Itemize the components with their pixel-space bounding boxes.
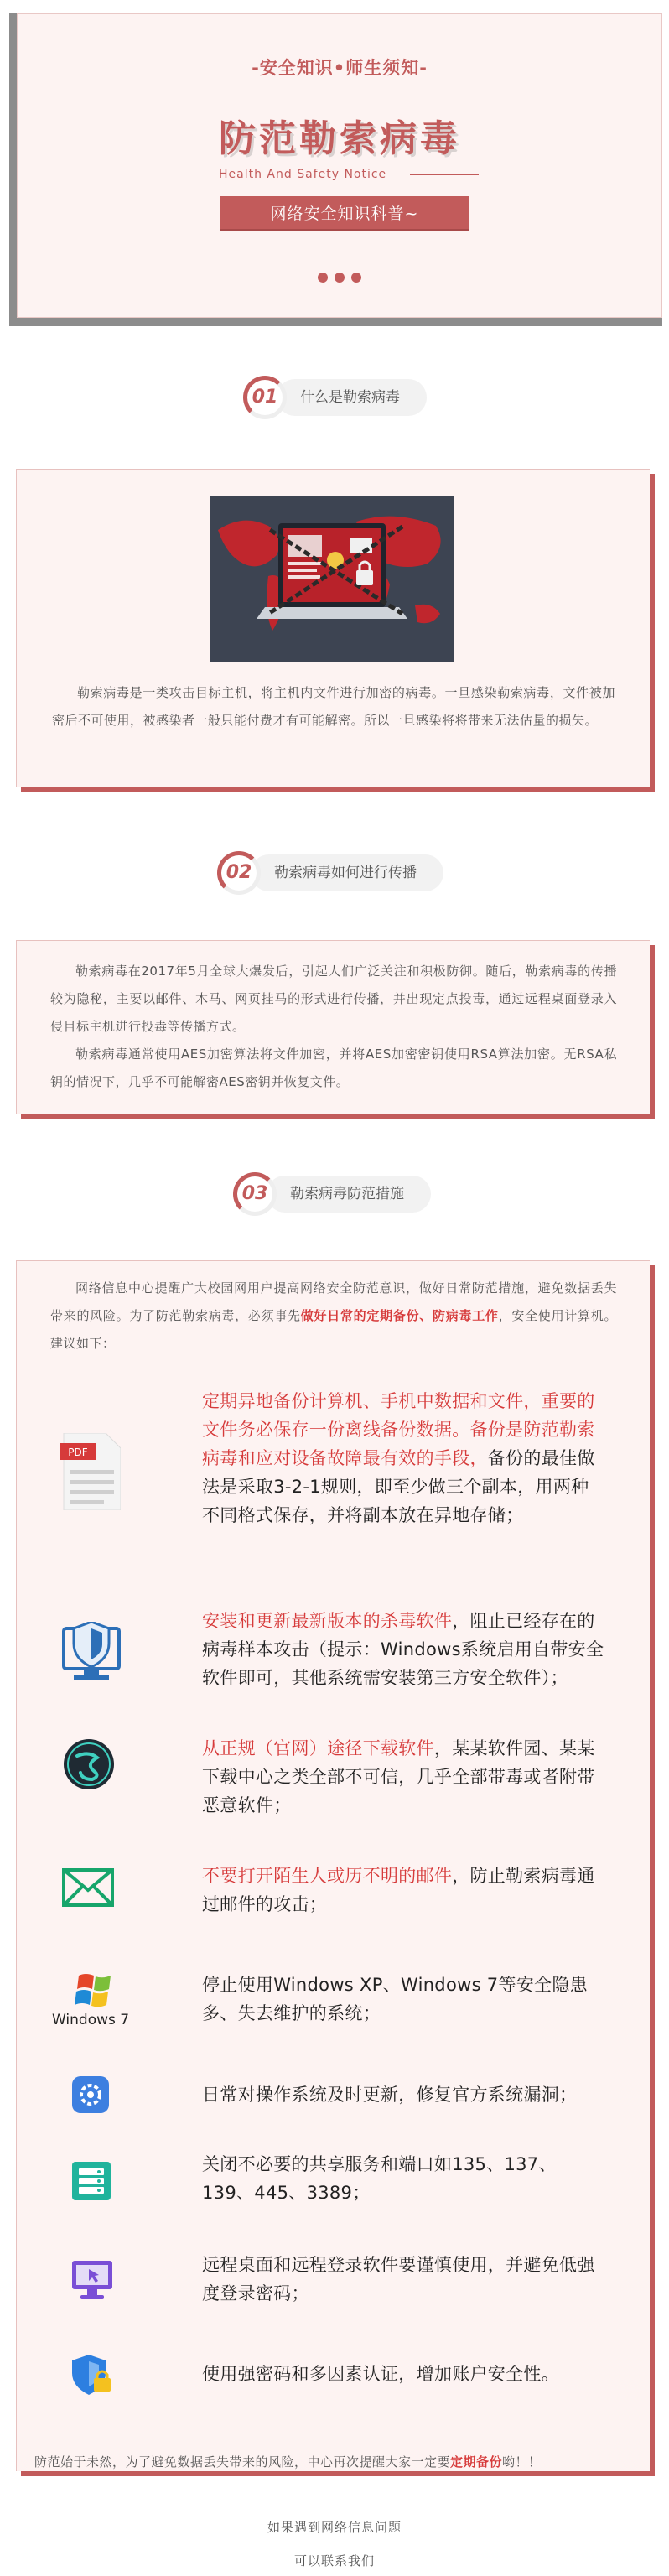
section2-paragraph-2: 勒索病毒通常使用AES加密算法将文件加密，并将AES加密密钥使用RSA算法加密。无RSA私钥的情况下，几乎不可能解密AES密钥并恢复文件。 xyxy=(50,1046,617,1089)
measure-text xyxy=(202,2150,604,2207)
measure-body: 停止使用Windows XP、Windows 7等安全隐患多、失去维护的系统； xyxy=(202,1975,588,2023)
ransomware-illustration xyxy=(210,496,454,662)
measure-body: ，阻止已经存在的病毒样本攻击（提示：Windows系统启用自带安全软件即可，其他系统需安装第三方安全软件）； xyxy=(202,1611,604,1688)
footer-text: 哟！！ xyxy=(502,2454,542,2470)
measure-highlight: 定期异地备份计算机、手机中数据和文件，重要的文件务必保存一份离线备份数据。备份是防范勒索病毒和应对设备故障最有效的手段， xyxy=(202,1391,595,1468)
svg-text:Windows 7: Windows 7 xyxy=(52,2012,130,2028)
section-title: 勒索病毒如何进行传播 xyxy=(251,854,443,891)
section-card-01 xyxy=(16,469,650,787)
footer-line-2: 可以联系我们 xyxy=(293,2553,375,2568)
intro-highlight: 做好日常的定期备份、防病毒工作 xyxy=(300,1308,499,1323)
settings-gear-icon xyxy=(70,2075,131,2115)
footer-paragraph xyxy=(9,2447,660,2477)
intro-text: ，安全使用计算机。建议如下： xyxy=(50,1308,617,1351)
measure-body: 使用强密码和多因素认证，增加账户安全性。 xyxy=(202,2364,559,2384)
measure-text xyxy=(202,1734,604,1820)
page-title: 防范勒索病毒 xyxy=(219,117,460,160)
shield-monitor-icon xyxy=(60,1622,121,1685)
measure-text xyxy=(202,2251,604,2308)
intro-text: 网络信息中心提醒广大校园网用户提高网络安全防范意识，做好日常防范措施，避免数据丢失带来的风险。为了防范勒索病毒，必须事先 xyxy=(50,1280,617,1323)
measure-body: 备份的最佳做法是采取3-2-1规则，即至少做三个副本，用两种不同格式保存，并将副本放在异地存储； xyxy=(202,1448,595,1525)
section-card-02 xyxy=(16,940,650,1114)
header-banner: 网络安全知识科普~ xyxy=(220,196,469,231)
measure-body: 远程桌面和远程登录软件要谨慎使用，并避免低强度登录密码； xyxy=(202,2255,595,2303)
footer-text: 防范始于未然，为了避免数据丢失带来的风险，中心再次提醒大家一定要 xyxy=(34,2454,451,2470)
pdf-file-icon xyxy=(60,1433,121,1510)
section-number: 03 xyxy=(241,1183,268,1204)
measure-text xyxy=(202,1607,604,1692)
measure-text xyxy=(202,2080,604,2109)
measure-body: ，防止勒索病毒通过邮件的攻击； xyxy=(202,1866,595,1914)
header-subtitle-line xyxy=(410,174,479,175)
section2-paragraph-1: 勒索病毒在2017年5月全球大爆发后，引起人们广泛关注和积极防御。随后，勒索病毒的传播较为隐秘，主要以邮件、木马、网页挂马的形式进行传播，并出现定点投毒，通过远程桌面登录入侵目标主机进行投毒等传播方式。 xyxy=(50,963,617,1034)
measure-text xyxy=(202,1971,604,2028)
measure-body: ，某某软件园、某某下载中心之类全部不可信，几乎全部带毒或者附带恶意软件； xyxy=(202,1738,595,1815)
measure-body: 日常对操作系统及时更新，修复官方系统漏洞； xyxy=(202,2085,578,2105)
lock-shield-icon xyxy=(70,2353,131,2397)
section-title: 什么是勒索病毒 xyxy=(277,379,427,416)
section3-intro xyxy=(50,1275,617,1358)
section-card-03 xyxy=(16,1260,650,2471)
measure-highlight: 不要打开陌生人或历不明的邮件 xyxy=(202,1866,453,1886)
measure-text xyxy=(202,1387,604,1530)
measure-body: 关闭不必要的共享服务和端口如135、137、139、445、3389； xyxy=(202,2154,557,2203)
section-number: 01 xyxy=(252,387,278,408)
header-subtitle: Health And Safety Notice xyxy=(219,168,387,181)
footer-highlight: 定期备份 xyxy=(450,2454,503,2470)
svg-text:PDF: PDF xyxy=(68,1446,88,1458)
measure-highlight: 从正规（官网）途径下载软件 xyxy=(202,1738,434,1758)
measure-text xyxy=(202,2360,604,2388)
section-number: 02 xyxy=(226,862,252,883)
header-dots xyxy=(18,270,661,286)
windows7-logo-icon xyxy=(50,1971,143,2029)
measure-text xyxy=(202,1862,604,1919)
remote-desktop-icon xyxy=(70,2259,131,2301)
ransomware-laptop-icon xyxy=(210,496,454,662)
download-source-icon xyxy=(60,1736,121,1793)
server-icon xyxy=(70,2160,131,2202)
measure-highlight: 安装和更新最新版本的杀毒软件 xyxy=(202,1611,453,1631)
mail-icon xyxy=(60,1865,121,1915)
footer-line-1: 如果遇到网络信息问题 xyxy=(267,2520,402,2535)
header xyxy=(9,13,662,326)
section1-paragraph: 勒索病毒是一类攻击目标主机，将主机内文件进行加密的病毒。一旦感染勒索病毒，文件被加密后不可使用，被感染者一般只能付费才有可能解密。所以一旦感染将将带来无法估量的损失。 xyxy=(52,685,615,728)
header-card xyxy=(17,13,662,318)
section-title: 勒索病毒防范措施 xyxy=(267,1176,431,1213)
header-tag: -安全知识•师生须知- xyxy=(252,58,428,78)
